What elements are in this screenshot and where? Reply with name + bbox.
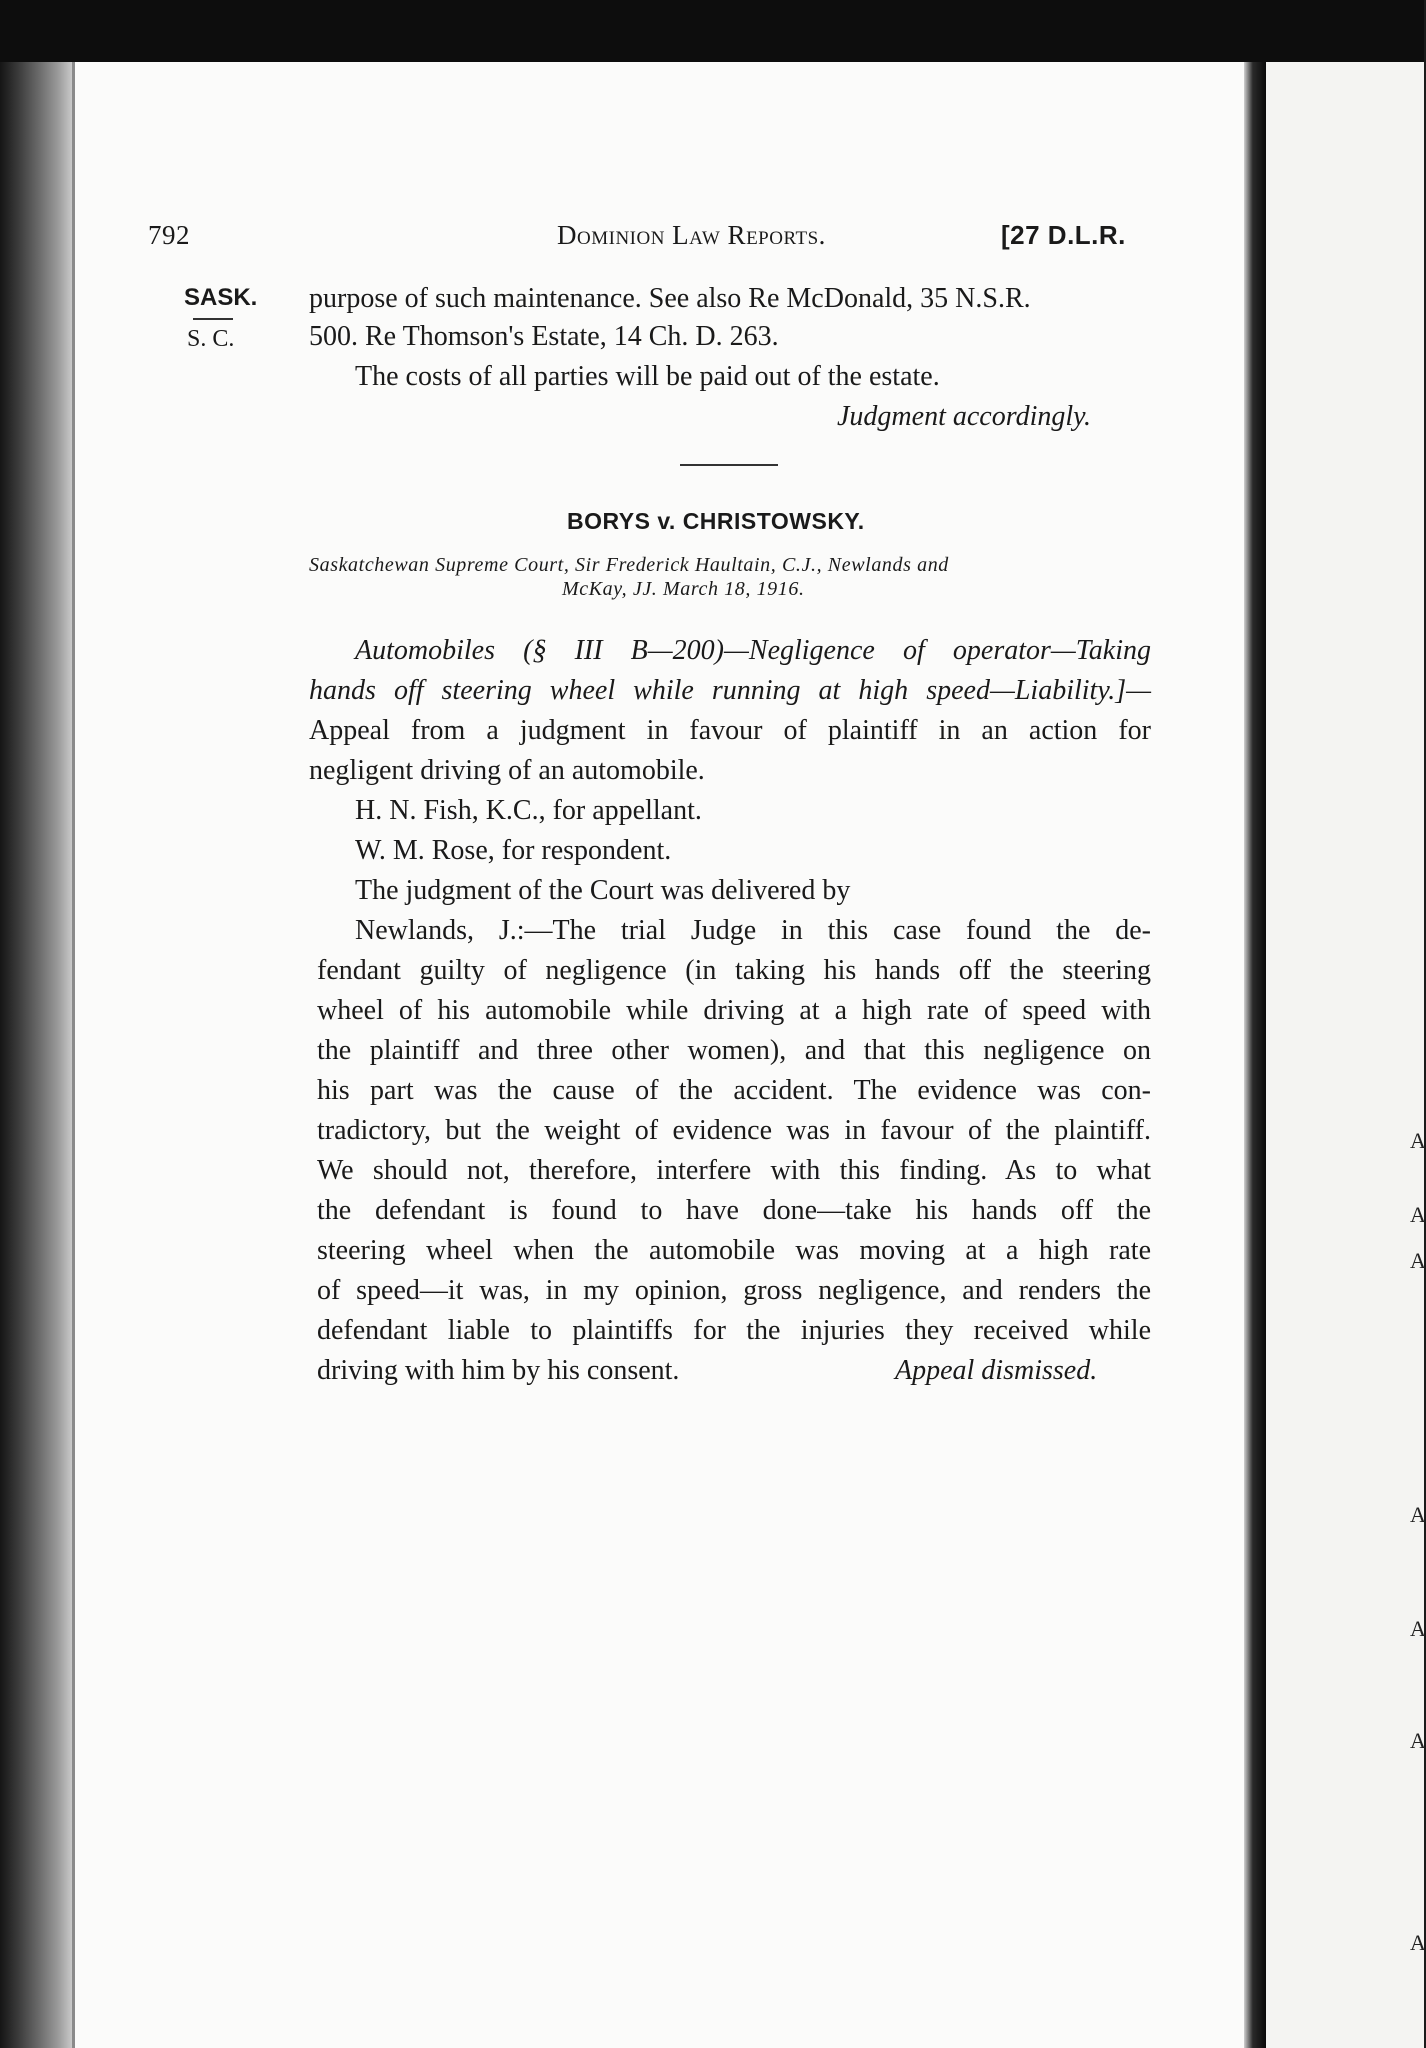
headnote-line: Automobiles (§ III B—200)—Negligence of operator—Taking	[355, 635, 1151, 666]
opinion-line: wheel of his automobile while driving at a high rate of speed with	[317, 995, 1151, 1026]
delivered-by: The judgment of the Court was delivered by	[355, 875, 851, 906]
sidenote-province: SASK.	[184, 284, 258, 311]
headnote-line: negligent driving of an automobile.	[309, 755, 705, 786]
prev-case-line: 500. Re Thomson's Estate, 14 Ch. D. 263.	[309, 321, 779, 352]
scanner-top-band	[0, 0, 1424, 62]
opinion-line: the plaintiff and three other women), and that this negligence on	[317, 1035, 1151, 1066]
section-divider	[680, 464, 778, 466]
opinion-line: Newlands, J.:—The trial Judge in this case found the de-	[355, 915, 1151, 946]
facing-page-mark: A	[1410, 1930, 1426, 1955]
opinion-line: tradictory, but the weight of evidence was in favour of the plaintiff.	[317, 1115, 1151, 1146]
volume-reference: [27 D.L.R.	[1001, 220, 1126, 250]
prev-case-line: purpose of such maintenance. See also Re McDonald, 35 N.S.R.	[309, 283, 1031, 314]
court-line: Saskatchewan Supreme Court, Sir Frederick Haultain, C.J., Newlands and	[309, 554, 949, 576]
book-left-edge	[0, 62, 72, 2048]
facing-page-edge	[1266, 62, 1424, 2048]
court-line: McKay, JJ. March 18, 1916.	[562, 578, 805, 600]
sidenote-rule	[193, 318, 233, 320]
sidenote-court: S. C.	[187, 326, 235, 352]
running-title: Dominion Law Reports.	[557, 220, 826, 250]
book-spine	[1244, 62, 1266, 2048]
facing-page-mark: A	[1410, 1502, 1426, 1527]
counsel-respondent: W. M. Rose, for respondent.	[355, 835, 672, 866]
disposition: Appeal dismissed.	[895, 1355, 1098, 1386]
opinion-line: of speed—it was, in my opinion, gross negligence, and renders the	[317, 1275, 1151, 1306]
headnote-line: hands off steering wheel while running at high speed—Liability.]—	[309, 675, 1151, 706]
opinion-line: We should not, therefore, interfere with this finding. As to what	[317, 1155, 1151, 1186]
prev-case-judgment: Judgment accordingly.	[837, 401, 1092, 432]
case-title: BORYS v. CHRISTOWSKY.	[567, 508, 865, 534]
page-number: 792	[148, 220, 190, 250]
opinion-line: steering wheel when the automobile was moving at a high rate	[317, 1235, 1151, 1266]
facing-page-mark: A	[1410, 1202, 1426, 1227]
opinion-line: driving with him by his consent.	[317, 1355, 680, 1386]
facing-page-mark: A	[1410, 1128, 1426, 1153]
book-page	[72, 62, 1244, 2048]
facing-page-mark: A	[1410, 1728, 1426, 1753]
counsel-appellant: H. N. Fish, K.C., for appellant.	[355, 795, 702, 826]
facing-page-mark: A	[1410, 1616, 1426, 1641]
opinion-line: the defendant is found to have done—take his hands off the	[317, 1195, 1151, 1226]
headnote-line: Appeal from a judgment in favour of plaintiff in an action for	[309, 715, 1151, 746]
opinion-line: fendant guilty of negligence (in taking his hands off the steering	[317, 955, 1151, 986]
opinion-line: defendant liable to plaintiffs for the injuries they received while	[317, 1315, 1151, 1346]
prev-case-line: The costs of all parties will be paid out of the estate.	[355, 361, 940, 392]
facing-page-mark: A	[1410, 1248, 1426, 1273]
opinion-line: his part was the cause of the accident. The evidence was con-	[317, 1075, 1151, 1106]
